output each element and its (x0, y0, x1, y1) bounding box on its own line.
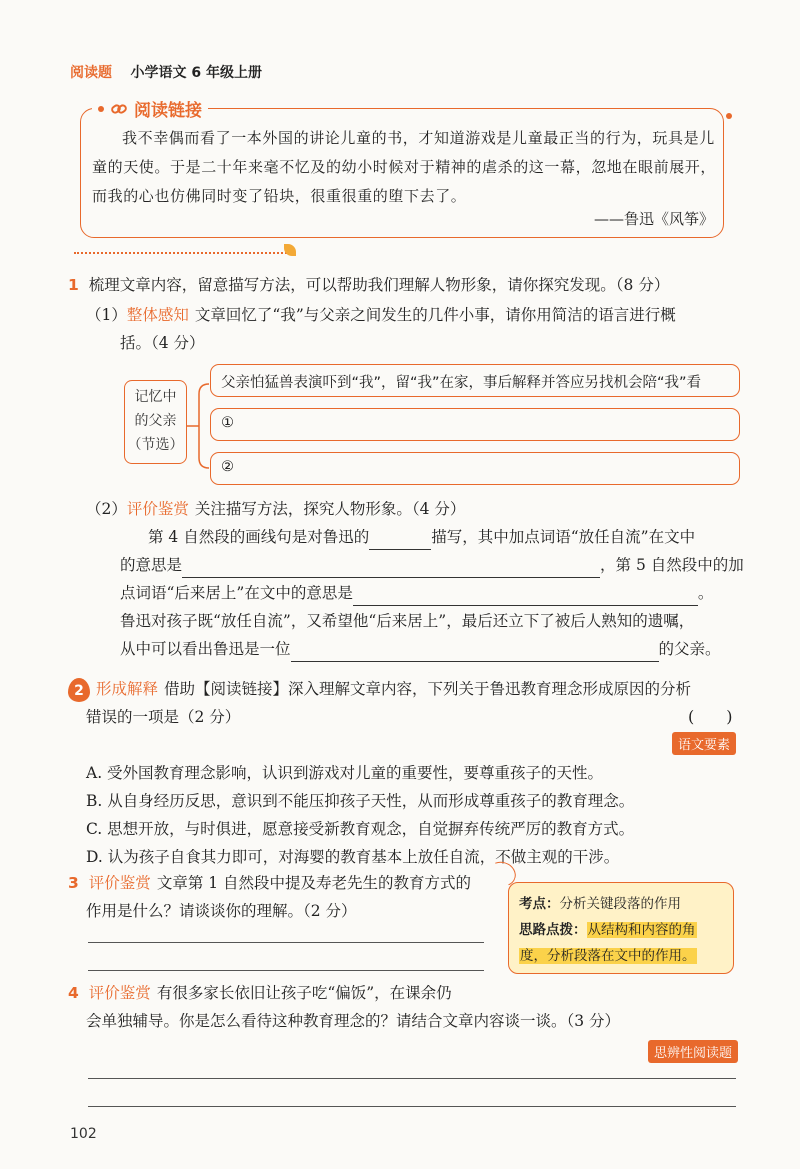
memory-label-line: （节选） (127, 437, 184, 453)
memory-label-line: 记忆中 (134, 389, 177, 405)
tip-hint (519, 917, 723, 943)
part-label: （2） (86, 500, 127, 518)
reading-link-text: 我不幸偶而看了一本外国的讲论儿童的书，才知道游戏是儿童最正当的行为，玩具是儿童的天使。于是二十年来毫不忆及的幼小时候对于精神的虐杀的这一幕，忽地在眼前展开，而我的心也仿佛同时变了铅块，很重很重的堕下去了。 (92, 129, 717, 205)
tip-card (508, 882, 734, 974)
answer-line[interactable] (88, 1106, 736, 1107)
part-text-continued: 括。（4 分） (120, 334, 205, 352)
part-2-line-2 (120, 552, 744, 578)
tip-text: 分析关键段落的作用 (559, 896, 681, 912)
question-3-stem (68, 870, 471, 896)
page-number: 102 (70, 1126, 97, 1142)
question-tag: 评价鉴赏 (88, 984, 151, 1002)
text: 的父亲。 (658, 640, 721, 658)
part-label: （1） (86, 306, 127, 324)
part-2-line-4: 鲁迅对孩子既“放任自流”，又希望他“后来居上”，最后还立下了被后人熟知的遗嘱， (120, 612, 695, 630)
text: 描写，其中加点词语“放任自流”在文中 (431, 528, 696, 546)
text: 从中可以看出鲁迅是一位 (120, 640, 291, 658)
question-text-continued: 错误的一项是（2 分） (86, 708, 241, 726)
part-2-line-1 (148, 524, 695, 550)
section-tag: 阅读题 (70, 65, 112, 81)
option-d[interactable]: D. 认为孩子自食其力即可，对海婴的教育基本上放任自流，不做主观的干涉。 (86, 848, 620, 866)
bracket-connector (187, 380, 209, 472)
question-number: 4 (68, 984, 79, 1002)
question-text-continued: 作用是什么？请谈谈你的理解。（2 分） (86, 902, 357, 920)
memory-item-2-input[interactable]: ② (210, 452, 740, 485)
question-1-part-1 (86, 302, 676, 328)
category-badge: 思辨性阅读题 (648, 1040, 738, 1063)
text: 点词语“后来居上”在文中的意思是 (120, 584, 353, 602)
answer-paren-blank[interactable]: ( ) (688, 707, 733, 726)
question-1-stem (68, 272, 669, 298)
answer-line[interactable] (88, 970, 484, 971)
option-a[interactable]: A. 受外国教育理念影响，认识到游戏对儿童的重要性，要尊重孩子的天性。 (86, 764, 604, 782)
text: 。 (697, 584, 714, 602)
divider-dotted (74, 252, 290, 254)
leaf-icon (284, 244, 296, 256)
tip-hint-continued (519, 943, 723, 969)
tip-point (519, 891, 723, 917)
part-2-line-5 (120, 636, 721, 662)
reading-link-title-text: 阅读链接 (134, 101, 202, 121)
tip-label: 思路点拨： (519, 922, 587, 938)
part-tag: 整体感知 (126, 306, 189, 324)
option-c[interactable]: C. 思想开放，与时俱进，愿意接受新教育观念，自觉摒弃传统严厉的教育方式。 (86, 820, 635, 838)
option-b[interactable]: B. 从自身经历反思，意识到不能压抑孩子天性，从而形成尊重孩子的教育理念。 (86, 792, 635, 810)
tip-text: 从结构和内容的角 (587, 922, 696, 938)
part-text: 文章回忆了“我”与父亲之间发生的几件小事，请你用简洁的语言进行概 (194, 306, 676, 324)
question-4-stem (68, 980, 452, 1006)
reading-link-source: ——鲁迅《风筝》 (593, 210, 714, 228)
blank-meaning-2[interactable] (353, 588, 698, 606)
blank-description-type[interactable] (369, 532, 431, 550)
question-text: 借助【阅读链接】深入理解文章内容，下列关于鲁迅教育理念形成原因的分析 (164, 680, 692, 698)
category-badge: 语文要素 (672, 732, 736, 755)
blank-meaning-1[interactable] (182, 560, 600, 578)
memory-item-1-input[interactable]: ① (210, 408, 740, 441)
link-icon (110, 100, 128, 118)
question-number: 3 (68, 874, 79, 892)
tip-label: 考点： (519, 896, 560, 912)
blank-father-trait[interactable] (291, 644, 659, 662)
part-text: 关注描写方法，探究人物形象。（4 分） (194, 500, 466, 518)
memory-label (124, 380, 187, 464)
text: ，第 5 自然段中的加 (600, 556, 744, 574)
question-text: 梳理文章内容，留意描写方法，可以帮助我们理解人物形象，请你探究发现。（8 分） (88, 276, 670, 294)
fire-icon: 2 (68, 678, 90, 702)
tip-text: 度，分析段落在文中的作用。 (520, 948, 696, 964)
reading-link-title (92, 96, 208, 121)
answer-line[interactable] (88, 942, 484, 943)
page-header (70, 62, 262, 82)
question-2-stem (96, 676, 691, 702)
memory-item-example: 父亲怕猛兽表演吓到“我”，留“我”在家，事后解释并答应另找机会陪“我”看 (210, 364, 740, 397)
memory-label-line: 的父亲 (134, 413, 177, 429)
question-text: 文章第 1 自然段中提及寿老先生的教育方式的 (156, 874, 472, 892)
question-number: 1 (68, 276, 79, 294)
book-title: 小学语文 6 年级上册 (130, 65, 262, 81)
question-text-continued: 会单独辅导。你是怎么看待这种教育理念的？请结合文章内容谈一谈。（3 分） (86, 1012, 621, 1030)
question-1-part-2 (86, 496, 465, 522)
question-tag: 评价鉴赏 (88, 874, 151, 892)
text: 的意思是 (120, 556, 183, 574)
answer-line[interactable] (88, 1078, 736, 1079)
dot-icon (726, 113, 732, 119)
part-2-line-3 (120, 580, 713, 606)
part-tag: 评价鉴赏 (126, 500, 189, 518)
question-text: 有很多家长依旧让孩子吃“偏饭”，在课余仍 (156, 984, 452, 1002)
text: 第 4 自然段的画线句是对鲁迅的 (148, 528, 370, 546)
question-tag: 形成解释 (96, 680, 159, 698)
dot-icon (98, 106, 104, 112)
